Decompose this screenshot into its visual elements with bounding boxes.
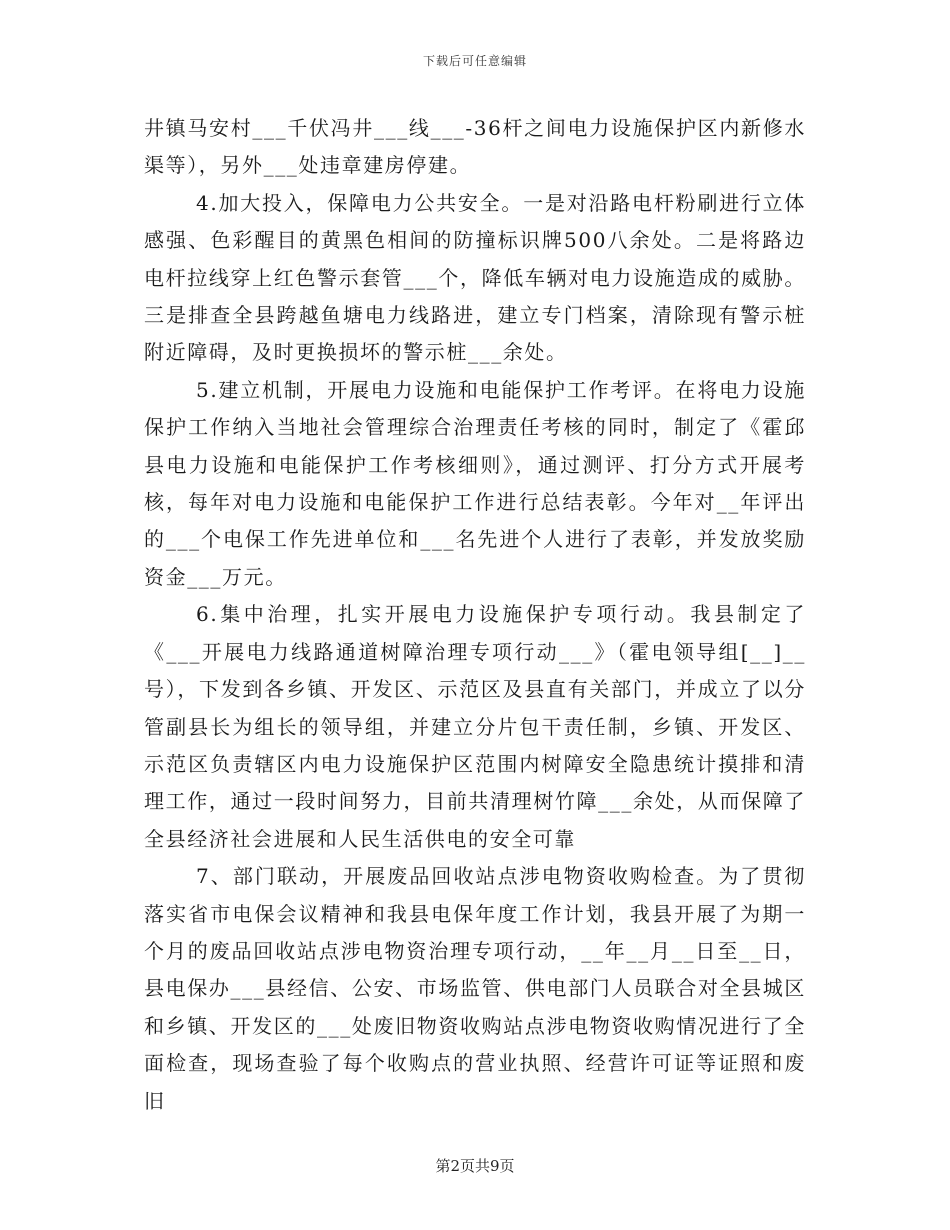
page-header: 下载后可任意编辑 (422, 54, 527, 68)
paragraph-item-5: 5.建立机制，开展电力设施和电能保护工作考评。在将电力设施保护工作纳入当地社会管理综合治理责任考核的同时，制定了《霍邱县电力设施和电能保护工作考核细则》，通过测评、打分方式开展考核，每年对电力设施和电能保护工作进行总结表彰。今年对__年评出的___个电保工作先进单位和___名先进个人进行了表彰，并发放奖励资金___万元。 (144, 377, 806, 589)
paragraph-item-4: 4.加大投入，保障电力公共安全。一是对沿路电杆粉刷进行立体感强、色彩醒目的黄黑色相间的防撞标识牌500八余处。二是将路边电杆拉线穿上红色警示套管___个，降低车辆对电力设施造成的威胁。三是排查全县跨越鱼塘电力线路进，建立专门档案，清除现有警示桩附近障碍，及时更换损坏的警示桩___余处。 (144, 190, 806, 365)
paragraph-continuation: 井镇马安村___千伏冯井___线___-36杆之间电力设施保护区内新修水渠等），另外___处违章建房停建。 (144, 116, 806, 178)
page-number: 第2页共9页 (435, 1157, 515, 1175)
document-body (144, 110, 806, 1120)
paragraph-item-7: 7、部门联动，开展废品回收站点涉电物资收购检查。为了贯彻落实省市电保会议精神和我县电保年度工作计划，我县开展了为期一个月的废品回收站点涉电物资治理专项行动，__年__月__日至__日，县电保办___县经信、公安、市场监管、供电部门人员联合对全县城区和乡镇、开发区的___处废旧物资收购站点涉电物资收购情况进行了全面检查，现场查验了每个收购点的营业执照、经营许可证等证照和废旧 (144, 864, 806, 1113)
paragraph-item-6: 6.集中治理，扎实开展电力设施保护专项行动。我县制定了《___开展电力线路通道树障治理专项行动___》（霍电领导组[__]__号），下发到各乡镇、开发区、示范区及县直有关部门，并成立了以分管副县长为组长的领导组，并建立分片包干责任制，乡镇、开发区、示范区负责辖区内电力设施保护区范围内树障安全隐患统计摸排和清理工作，通过一段时间努力，目前共清理树竹障___余处，从而保障了全县经济社会进展和人民生活供电的安全可靠 (144, 602, 806, 851)
